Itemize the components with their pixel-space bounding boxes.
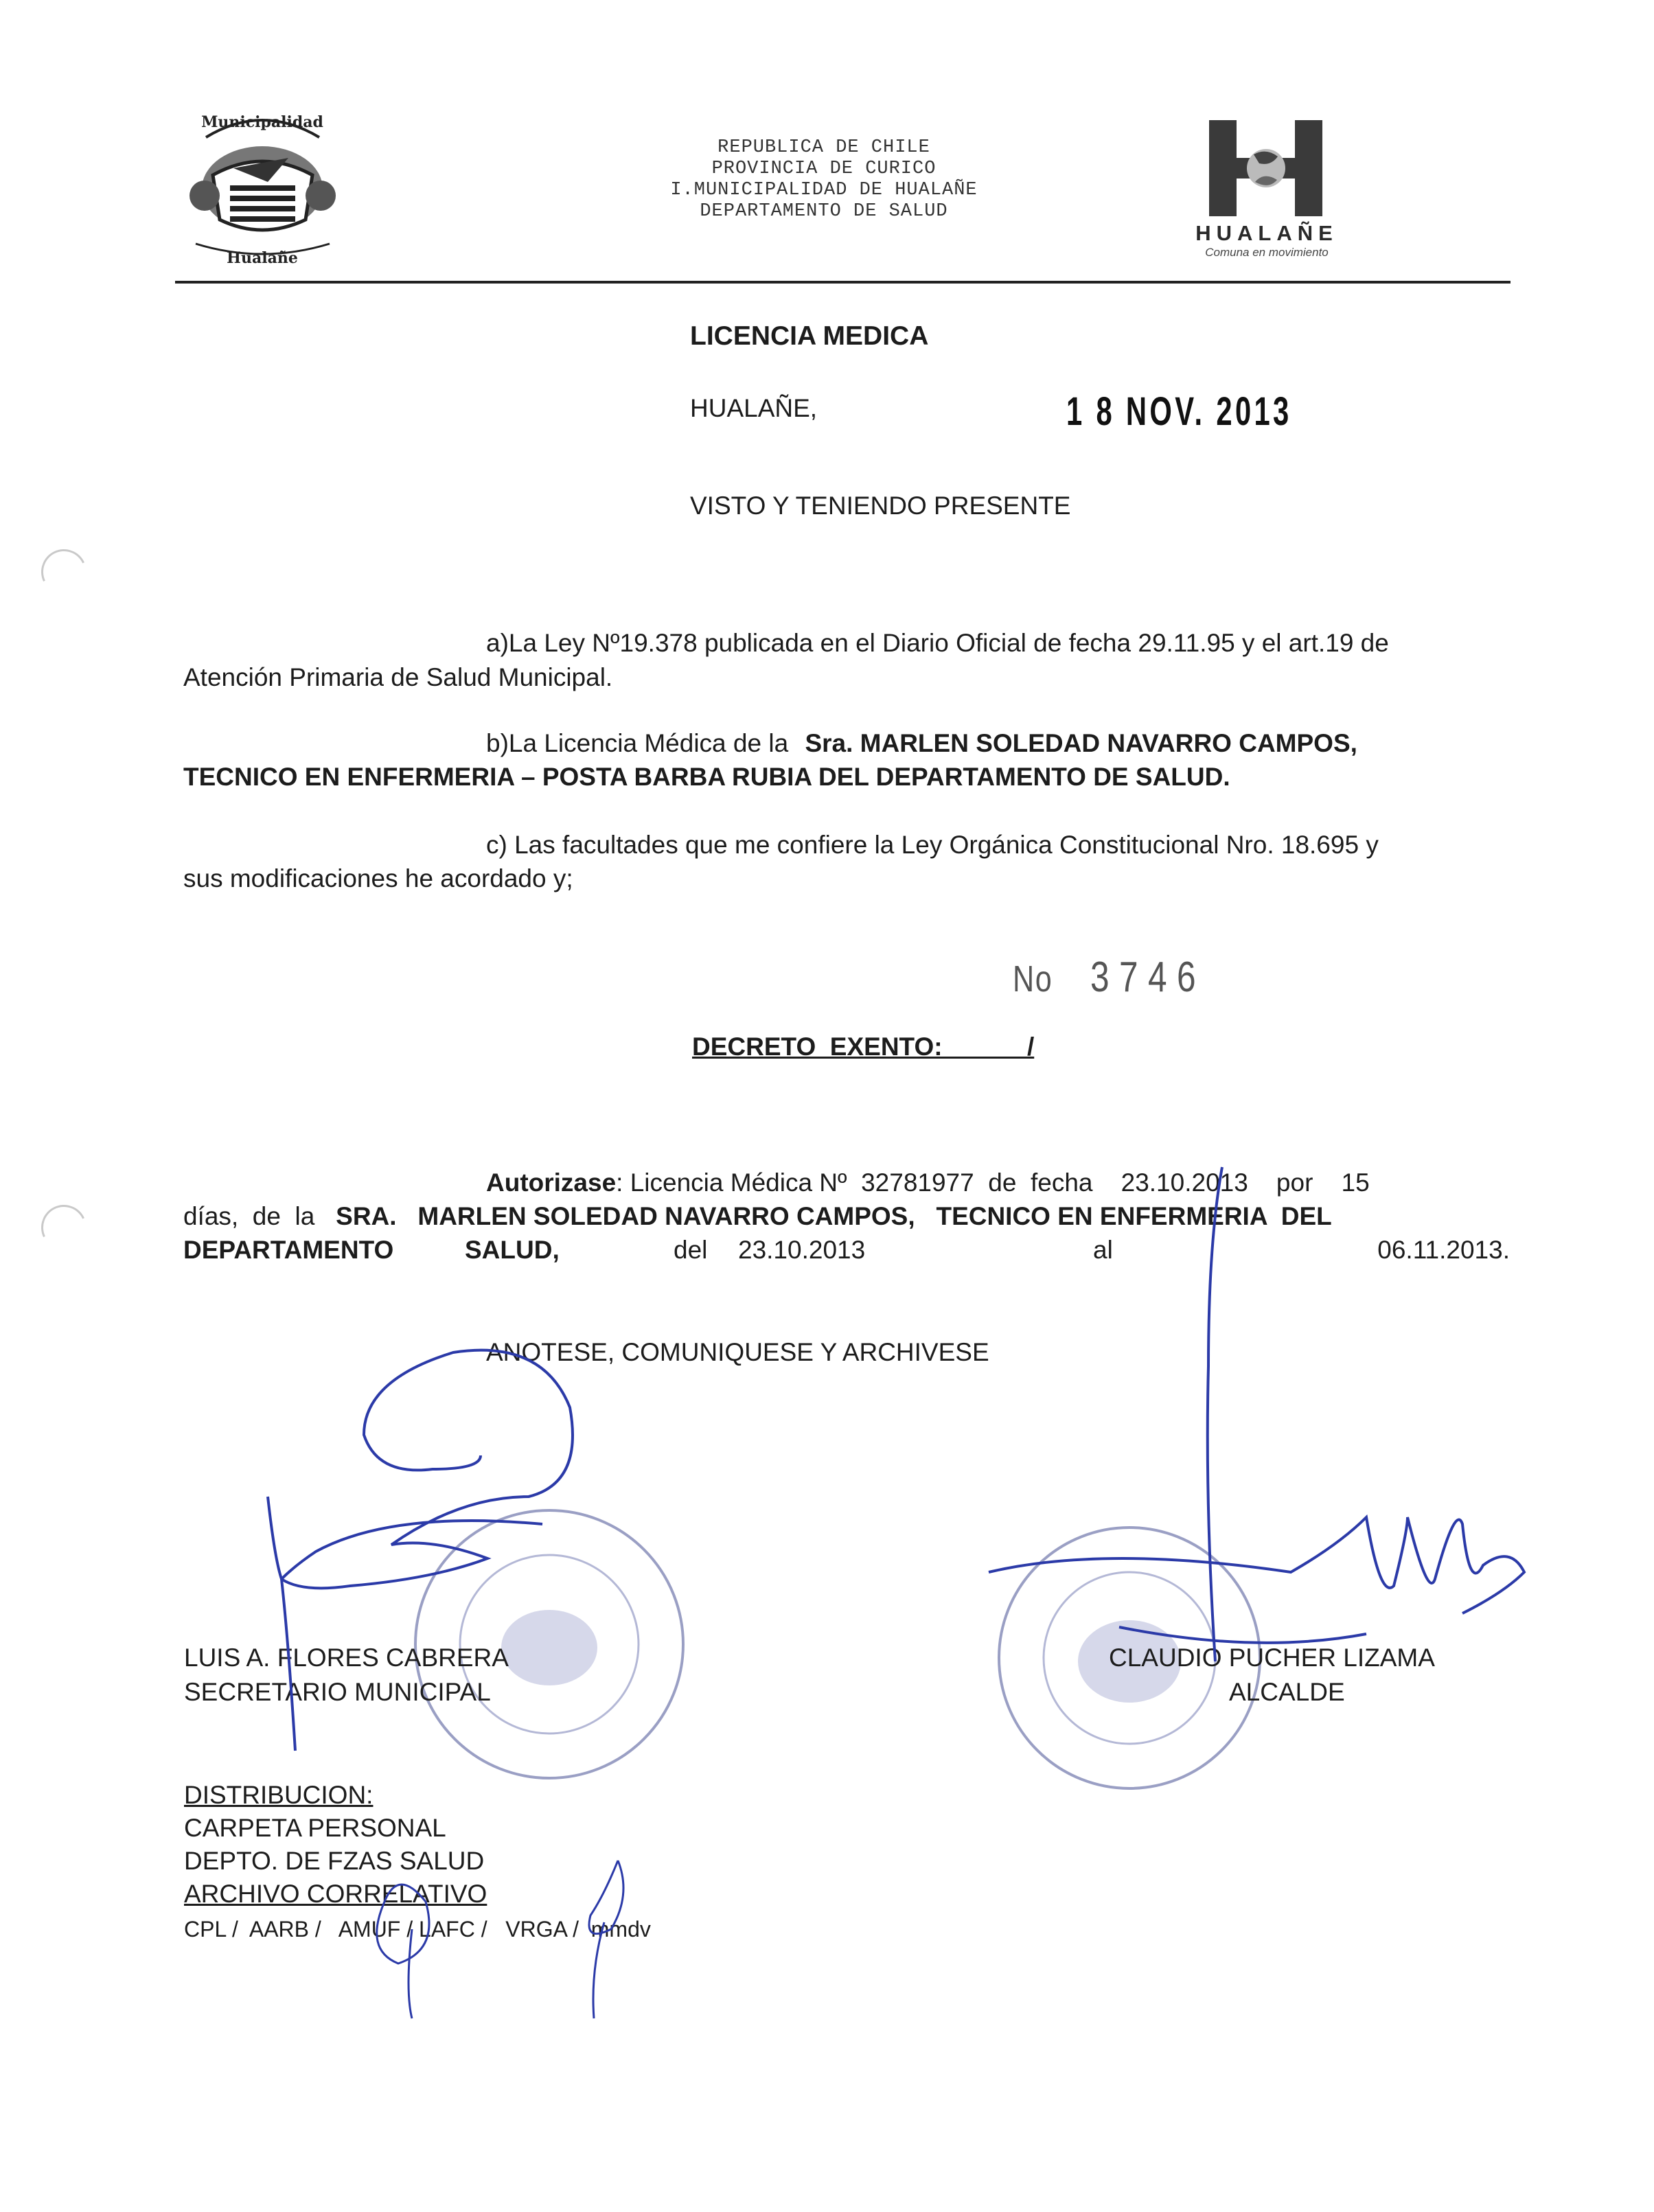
autorizase-keyword: Autorizase	[486, 1168, 617, 1197]
autorizase-line2-text: días, de la	[183, 1202, 315, 1230]
paragraph-a-line2: Atención Primaria de Salud Municipal.	[183, 663, 613, 691]
decree-number-stamp	[1013, 953, 1234, 1002]
distribution-initials: CPL / AARB / AMUF / LAFC / VRGA / mmdv	[184, 1917, 651, 1942]
distribution-item: DEPTO. DE FZAS SALUD	[184, 1847, 485, 1875]
distribution-item: CARPETA PERSONAL	[184, 1814, 446, 1842]
header-divider	[175, 281, 1511, 284]
punch-hole-mark	[35, 543, 93, 601]
hualane-h-icon	[1206, 117, 1326, 220]
autorizase-line1-text: : Licencia Médica Nº 32781977 de fecha 23.10.2013 por 15	[616, 1168, 1370, 1197]
date-stamp: 1 8 NOV. 2013	[1066, 389, 1292, 434]
decree-number-prefix: No	[1013, 958, 1053, 1000]
place-label: HUALAÑE,	[690, 394, 818, 422]
paragraph-b-name: Sra. MARLEN SOLEDAD NAVARRO CAMPOS,	[805, 729, 1357, 757]
header-line: REPUBLICA DE CHILE	[717, 137, 930, 158]
right-signatory-role: ALCALDE	[1229, 1678, 1345, 1706]
decree-number-value: 3746	[1090, 954, 1206, 1001]
header-address-block	[481, 137, 1167, 222]
hualane-logo-tagline: Comuna en movimiento	[1205, 246, 1329, 259]
secretary-signature	[254, 1332, 693, 1812]
closing-formula: ANOTESE, COMUNIQUESE Y ARCHIVESE	[486, 1338, 989, 1366]
autorizase-salud: SALUD,	[465, 1236, 560, 1264]
punch-hole-mark	[35, 1199, 93, 1257]
mayor-signature	[982, 1160, 1559, 1682]
left-signatory-role: SECRETARIO MUNICIPAL	[184, 1678, 491, 1706]
autorizase-from-date: 23.10.2013	[738, 1236, 866, 1264]
autorizase-del: del	[674, 1236, 708, 1264]
paragraph-c-line2: sus modificaciones he acordado y;	[183, 864, 573, 892]
autorizase-al: al	[1093, 1236, 1113, 1264]
municipal-crest-icon	[185, 100, 340, 271]
distribution-archivo: ARCHIVO CORRELATIVO	[184, 1880, 487, 1908]
initials-marks	[357, 1854, 645, 2025]
visto-heading: VISTO Y TENIENDO PRESENTE	[690, 492, 1071, 520]
paragraph-b-prefix: b)La Licencia Médica de la	[486, 729, 789, 757]
paragraph-b-line1	[486, 726, 1509, 760]
decreto-exento-label: DECRETO EXENTO: /	[692, 1033, 1035, 1061]
header-line: DEPARTAMENTO DE SALUD	[700, 201, 948, 222]
crest-bottom-text: Hualañe	[227, 249, 298, 267]
header-line: PROVINCIA DE CURICO	[711, 159, 937, 179]
autorizase-line2-bold: SRA. MARLEN SOLEDAD NAVARRO CAMPOS, TECNICO EN ENFERMERIA DEL	[336, 1202, 1332, 1230]
autorizase-to-date: 06.11.2013.	[1377, 1236, 1510, 1264]
hualane-logo	[1188, 117, 1346, 260]
paragraph-c-line1: c) Las facultades que me confiere la Ley Orgánica Constitucional Nro. 18.695 y	[486, 831, 1379, 859]
header-line: I.MUNICIPALIDAD DE HUALAÑE	[670, 180, 978, 200]
crest-top-text: Municipalidad	[201, 113, 323, 131]
right-signatory-name: CLAUDIO PUCHER LIZAMA	[1109, 1644, 1435, 1672]
distribution-heading: DISTRIBUCION:	[184, 1781, 374, 1809]
autorizase-dept: DEPARTAMENTO	[183, 1236, 394, 1264]
left-signatory-name: LUIS A. FLORES CABRERA	[184, 1644, 509, 1672]
document-title: LICENCIA MEDICA	[690, 321, 929, 351]
paragraph-b-line2: TECNICO EN ENFERMERIA – POSTA BARBA RUBIA DEL DEPARTAMENTO DE SALUD.	[183, 763, 1230, 791]
hualane-logo-name: HUALAÑE	[1195, 221, 1338, 245]
paragraph-a-line1: a)La Ley Nº19.378 publicada en el Diario Oficial de fecha 29.11.95 y el art.19 de	[486, 629, 1389, 657]
